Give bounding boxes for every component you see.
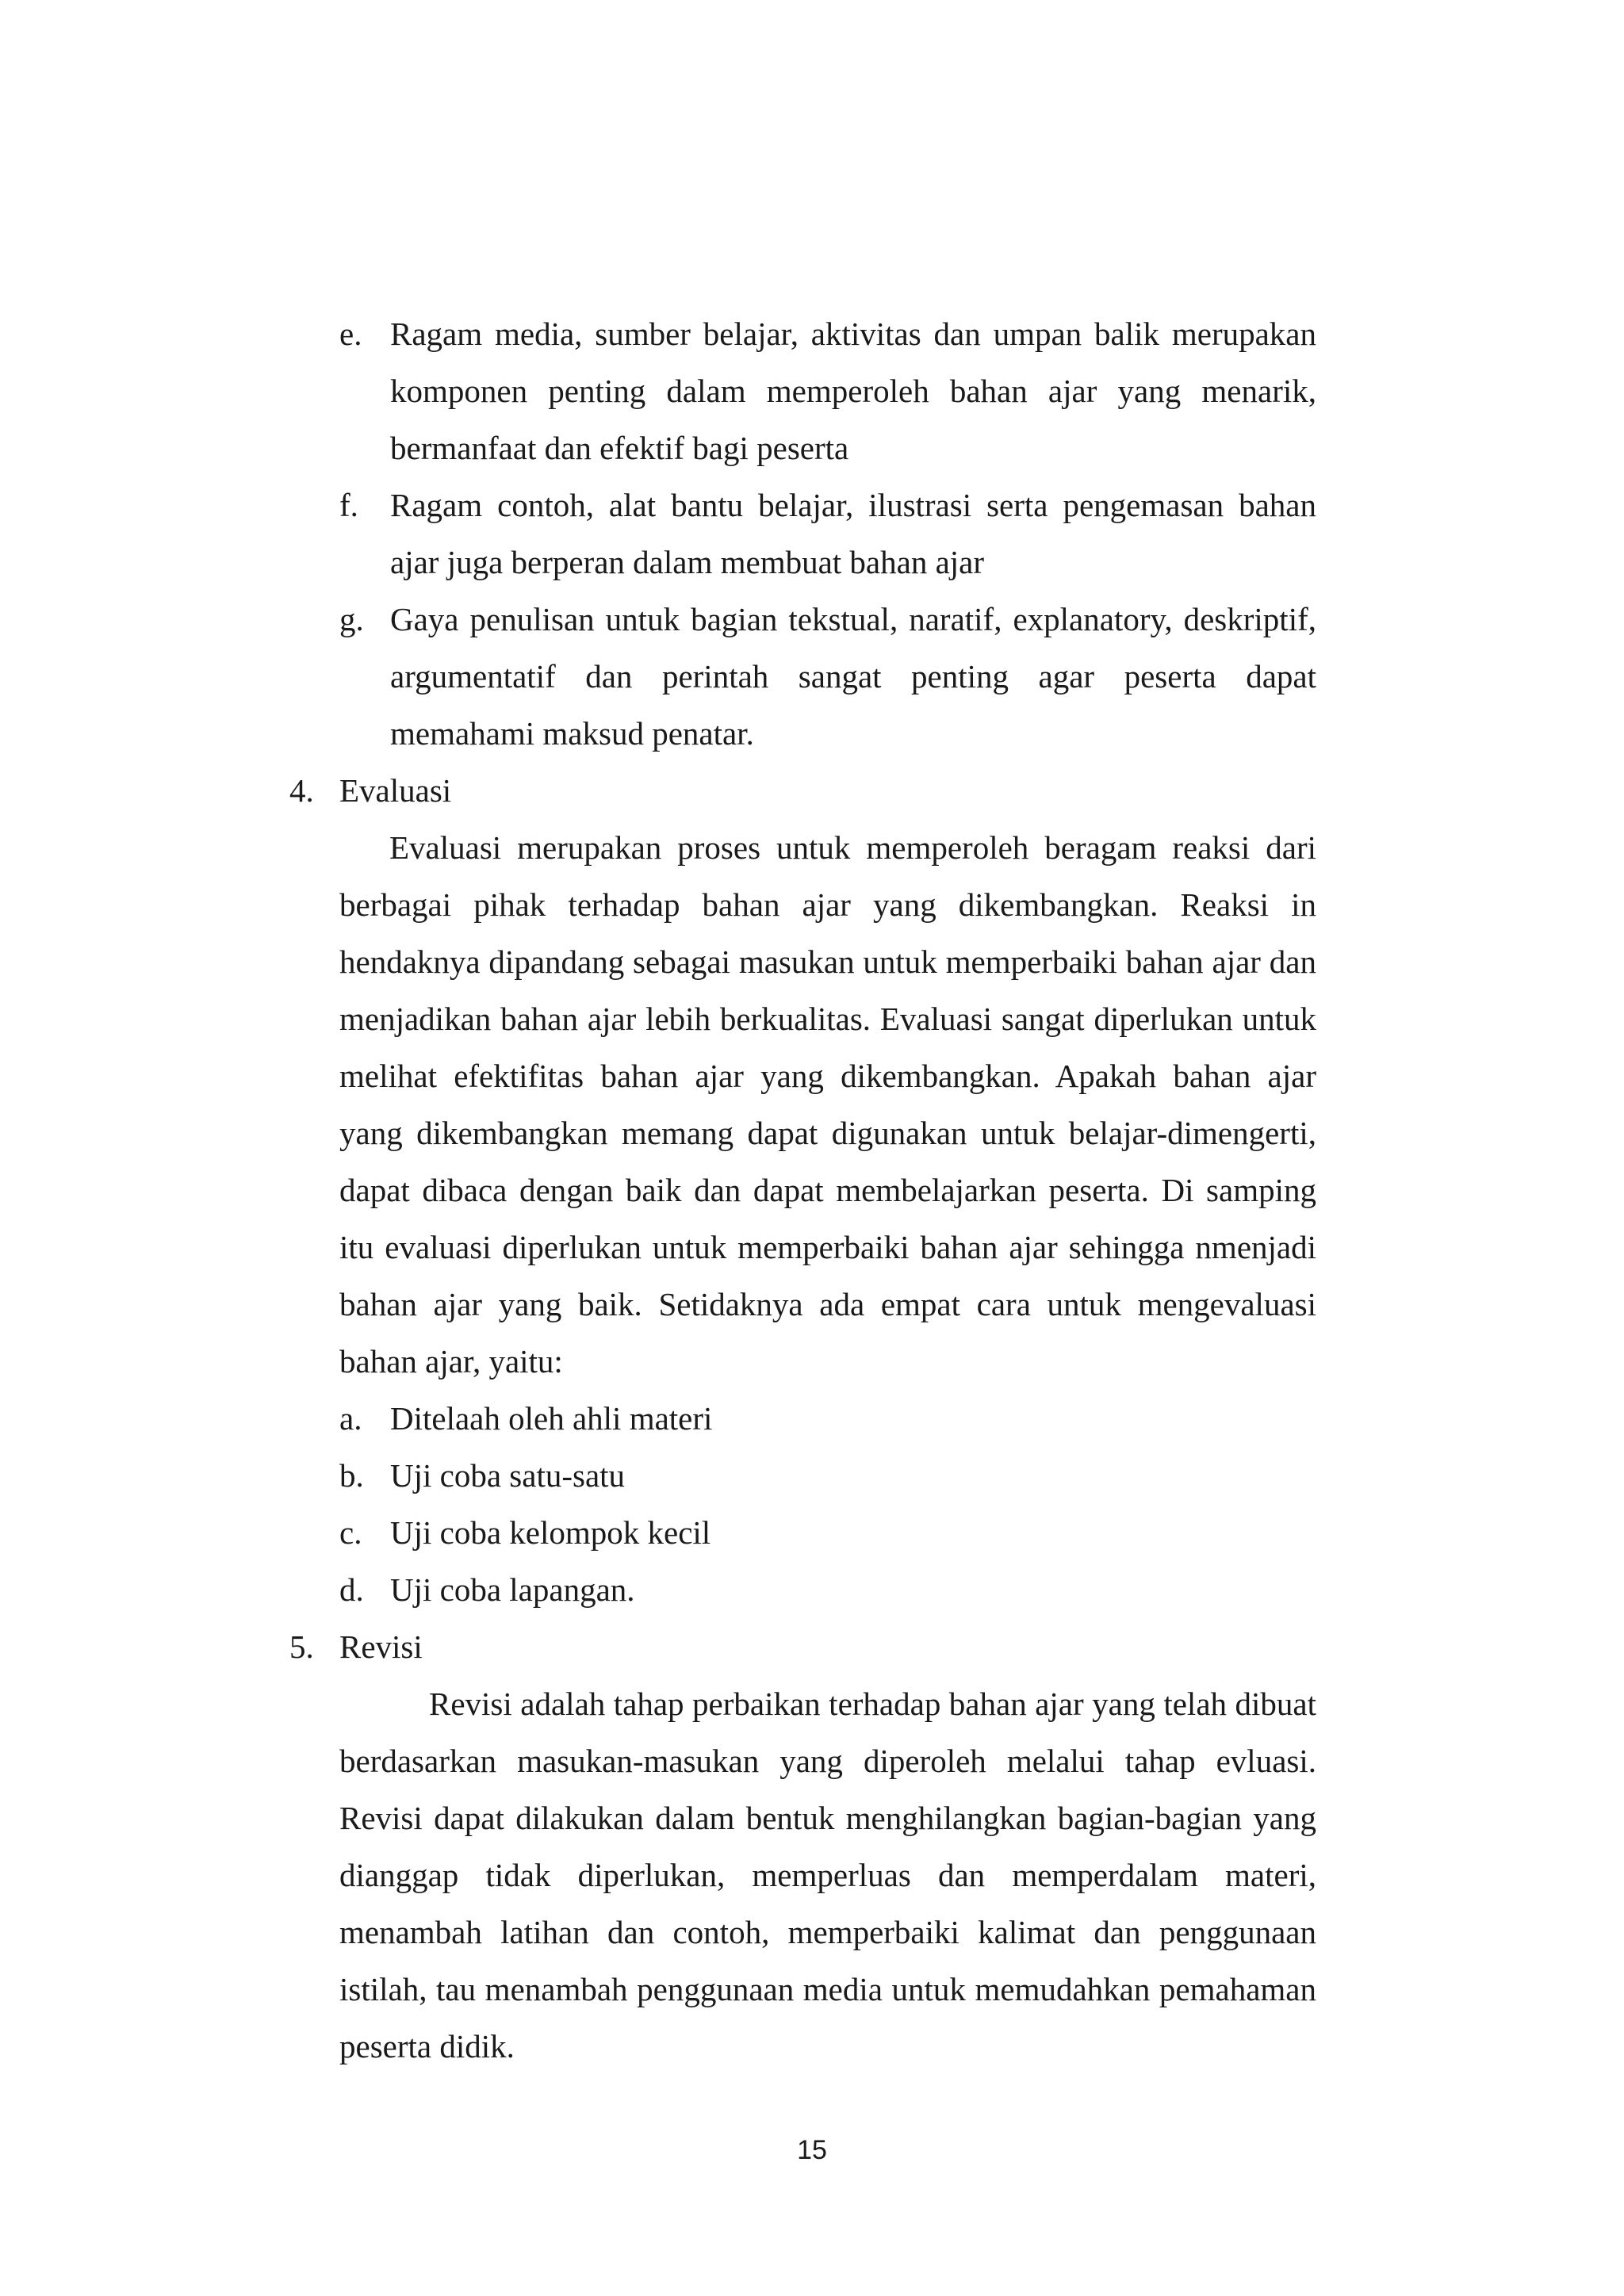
list-item-a [289, 1390, 1316, 1447]
list-item-g [289, 591, 1316, 762]
list-item-text: Uji coba satu-satu [390, 1457, 626, 1494]
revisi-paragraph: Revisi adalah tahap perbaikan terhadap bahan ajar yang telah dibuat berdasarkan masukan-masukan yang diperoleh melalui tahap evluasi. Revisi dapat dilakukan dalam bentuk menghilangkan bagian-bagian yang dianggap tidak diperlukan, memperluas dan memperdalam materi, menambah latihan dan contoh, memperbaiki kalimat dan penggunaan istilah, tau menambah penggunaan media untuk memudahkan pemahaman peserta didik. [339, 1686, 1316, 2064]
list-item-text: Ragam media, sumber belajar, aktivitas dan umpan balik merupakan komponen penting dalam memperoleh bahan ajar yang menarik, bermanfaat dan efektif bagi peserta [390, 316, 1316, 466]
list-marker: e. [339, 316, 362, 352]
section-number: 5. [289, 1628, 314, 1665]
evaluasi-paragraph: Evaluasi merupakan proses untuk memperoleh beragam reaksi dari berbagai pihak terhadap bahan ajar yang dikembangkan. Reaksi in hendaknya dipandang sebagai masukan untuk memperbaiki bahan ajar dan menjadikan bahan ajar lebih berkualitas. Evaluasi sangat diperlukan untuk melihat efektifitas bahan ajar yang dikembangkan. Apakah bahan ajar yang dikembangkan memang dapat digunakan untuk belajar-dimengerti, dapat dibaca dengan baik dan dapat membelajarkan peserta. Di samping itu evaluasi diperlukan untuk memperbaiki bahan ajar sehingga nmenjadi bahan ajar yang baik. Setidaknya ada empat cara untuk mengevaluasi bahan ajar, yaitu: [339, 829, 1316, 1380]
list-marker: d. [339, 1571, 364, 1608]
section-title: Evaluasi [339, 772, 452, 809]
list-item-d [289, 1561, 1316, 1618]
list-item-b [289, 1447, 1316, 1504]
list-marker: b. [339, 1457, 364, 1494]
list-item-text: Uji coba lapangan. [390, 1571, 635, 1608]
list-marker: c. [339, 1514, 362, 1551]
list-marker: f. [339, 487, 358, 523]
list-item-c [289, 1504, 1316, 1561]
page-content [289, 305, 1316, 2075]
page-number: 15 [797, 2135, 827, 2165]
list-item-text: Uji coba kelompok kecil [390, 1514, 711, 1551]
list-item-text: Ragam contoh, alat bantu belajar, ilustrasi serta pengemasan bahan ajar juga berperan dalam membuat bahan ajar [390, 487, 1316, 580]
list-item-text: Ditelaah oleh ahli materi [390, 1400, 713, 1437]
list-item-e [289, 305, 1316, 476]
section-heading-revisi [289, 1618, 1316, 1675]
section-heading-evaluasi [289, 762, 1316, 819]
list-item-text: Gaya penulisan untuk bagian tekstual, naratif, explanatory, deskriptif, argumentatif dan perintah sangat penting agar peserta dapat memahami maksud penatar. [390, 601, 1316, 752]
section-title: Revisi [339, 1628, 423, 1665]
section-number: 4. [289, 772, 314, 809]
list-marker: g. [339, 601, 364, 637]
list-item-f [289, 476, 1316, 591]
list-marker: a. [339, 1400, 362, 1437]
